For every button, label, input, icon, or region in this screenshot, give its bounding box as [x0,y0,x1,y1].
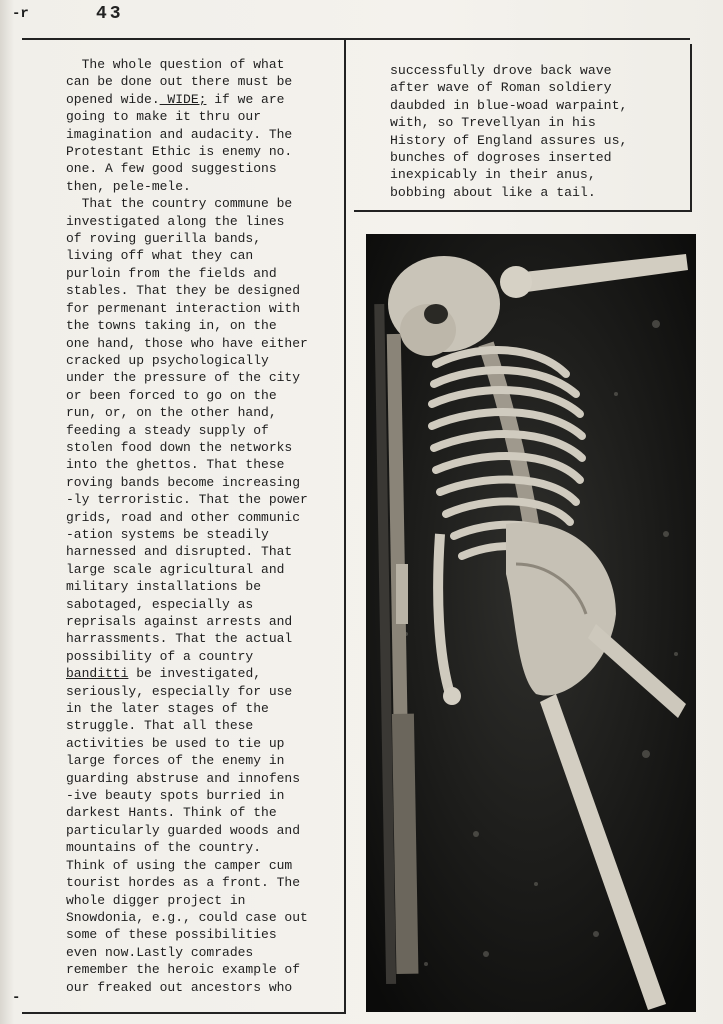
text-line: tourist hordes as a front. The [66,875,301,891]
text-line: roving bands become increasing [66,474,301,490]
right-column-text [390,62,627,201]
text-line: purloin from the fields and [66,265,277,281]
text-line: stolen food down the networks [66,439,293,455]
text-line: particularly guarded woods and [66,822,301,838]
text-line: harnessed and disrupted. That [66,544,293,560]
text-line: after wave of Roman soldiery [390,80,612,96]
text-line: seriously, especially for use [66,683,293,699]
text-line: whole digger project in [66,892,246,908]
text-line: grids, road and other communic [66,509,301,525]
edge-mark: - [12,990,21,1006]
text-line: large forces of the enemy in [66,753,285,769]
left-column-text [66,56,308,996]
text-line: -ive beauty spots burried in [66,788,285,804]
text-line: That the country commune be [66,196,293,212]
text-line: remember the heroic example of [66,962,301,978]
text-line: bunches of dogroses inserted [390,150,612,166]
text-line: some of these possibilities [66,927,277,943]
skeleton-photo-drawing [366,234,696,1012]
text-line: the towns taking in, on the [66,318,277,334]
text-line: one. A few good suggestions [66,161,277,177]
text-line: going to make it thru our [66,109,262,125]
corner-mark: -r [12,6,29,22]
text-line: The whole question of what [66,57,285,72]
text-line: -ly terroristic. That the power [66,492,308,508]
text-line: successfully drove back wave [390,63,612,78]
skeleton-photograph [366,234,696,1012]
text-line-emphasis: banditti [66,666,129,682]
text-line: one hand, those who have either [66,335,308,351]
text-line: inexpicably in their anus, [390,167,596,183]
text-line: if we are [206,91,285,107]
text-line: Think of using the camper cum [66,857,293,873]
text-line: into the ghettos. That these [66,457,285,473]
text-line: cracked up psychologically [66,352,269,368]
text-line: possibility of a country [66,648,254,664]
text-line: military installations be [66,579,262,595]
text-line: even now.Lastly comrades [66,944,254,960]
text-line: Snowdonia, e.g., could case out [66,909,308,925]
text-line: mountains of the country. [66,840,262,856]
text-line: our freaked out ancestors who [66,979,293,995]
text-line: activities be used to tie up [66,735,285,751]
text-line: be investigated, [128,666,262,682]
text-line: in the later stages of the [66,701,269,717]
text-line: History of England assures us, [390,132,628,148]
text-line: guarding abstruse and innofens [66,770,301,786]
text-line: or been forced to go on the [66,387,277,403]
text-line: large scale agricultural and [66,561,285,577]
text-line: with, so Trevellyan in his [390,115,596,131]
text-line: sabotaged, especially as [66,596,254,612]
text-line: run, or, on the other hand, [66,405,277,421]
text-line: of roving guerilla bands, [66,231,262,247]
text-line: under the pressure of the city [66,370,301,386]
text-line: daubded in blue-woad warpaint, [390,97,628,113]
text-line: feeding a steady supply of [66,422,269,438]
text-line-emphasis: WIDE; [159,91,207,107]
text-line: struggle. That all these [66,718,254,734]
text-line: -ation systems be steadily [66,526,269,542]
text-line: bobbing about like a tail. [390,184,596,200]
text-line: for permenant interaction with [66,300,301,316]
text-line: reprisals against arrests and [66,614,293,629]
text-line: harrassments. That the actual [66,631,293,647]
text-line: stables. That they be designed [66,283,301,299]
text-line: investigated along the lines [66,213,285,229]
page-number: 43 [96,4,124,24]
text-line: darkest Hants. Think of the [66,805,277,821]
text-line: Protestant Ethic is enemy no. [66,144,293,160]
text-line: living off what they can [66,248,254,264]
text-line: imagination and audacity. The [66,126,293,142]
text-line: can be done out there must be [66,74,293,90]
text-line: then, pele-mele. [66,178,191,194]
text-line: opened wide. [66,91,160,107]
